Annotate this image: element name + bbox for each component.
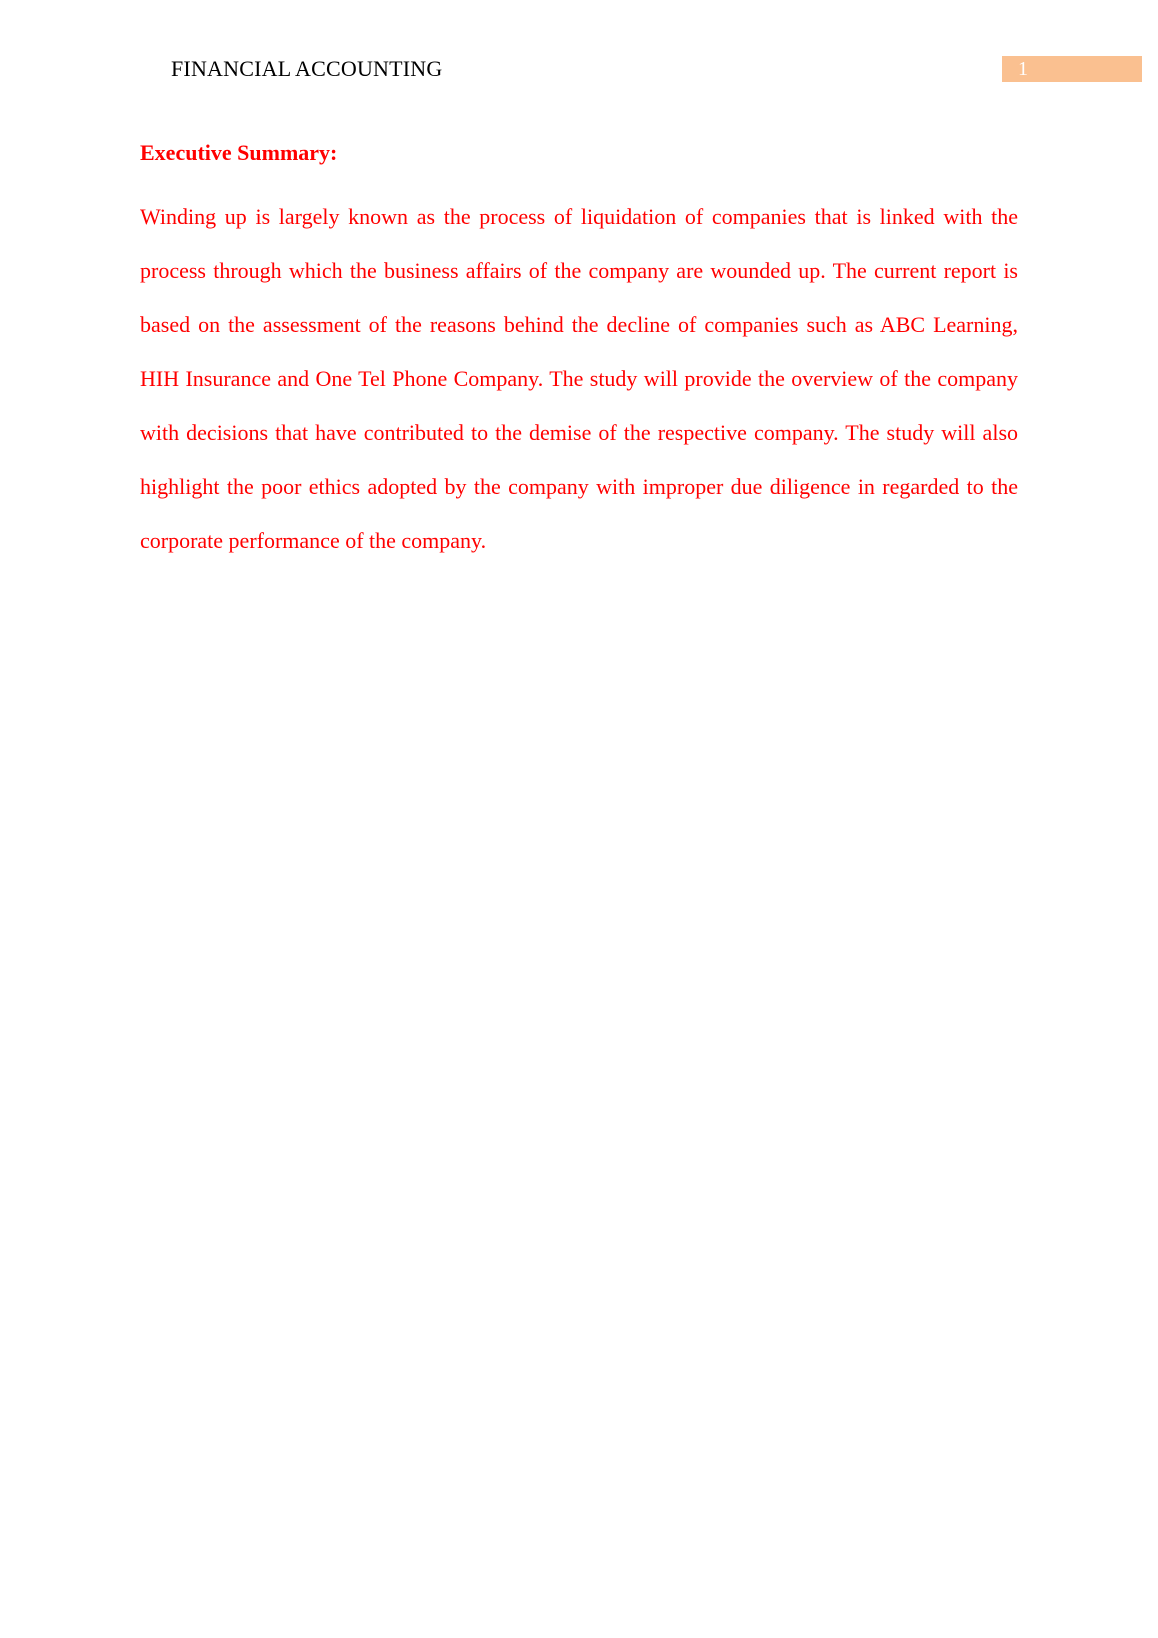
document-body <box>140 138 1018 568</box>
running-header-title: FINANCIAL ACCOUNTING <box>171 56 443 81</box>
section-heading: Executive Summary: <box>140 140 338 165</box>
page-number-box <box>1002 56 1142 82</box>
summary-paragraph: Winding up is largely known as the process of liquidation of companies that is linked with the process through which the business affairs of the company are wounded up. The current report is based on the assessment of the reasons behind the decline of companies such as ABC Learning, HIH Insurance and One Tel Phone Company. The study will provide the overview of the company with decisions that have contributed to the demise of the respective company. The study will also highlight the poor ethics adopted by the company with improper due diligence in regarded to the corporate performance of the company. <box>140 204 1018 553</box>
page-number: 1 <box>1018 58 1028 80</box>
